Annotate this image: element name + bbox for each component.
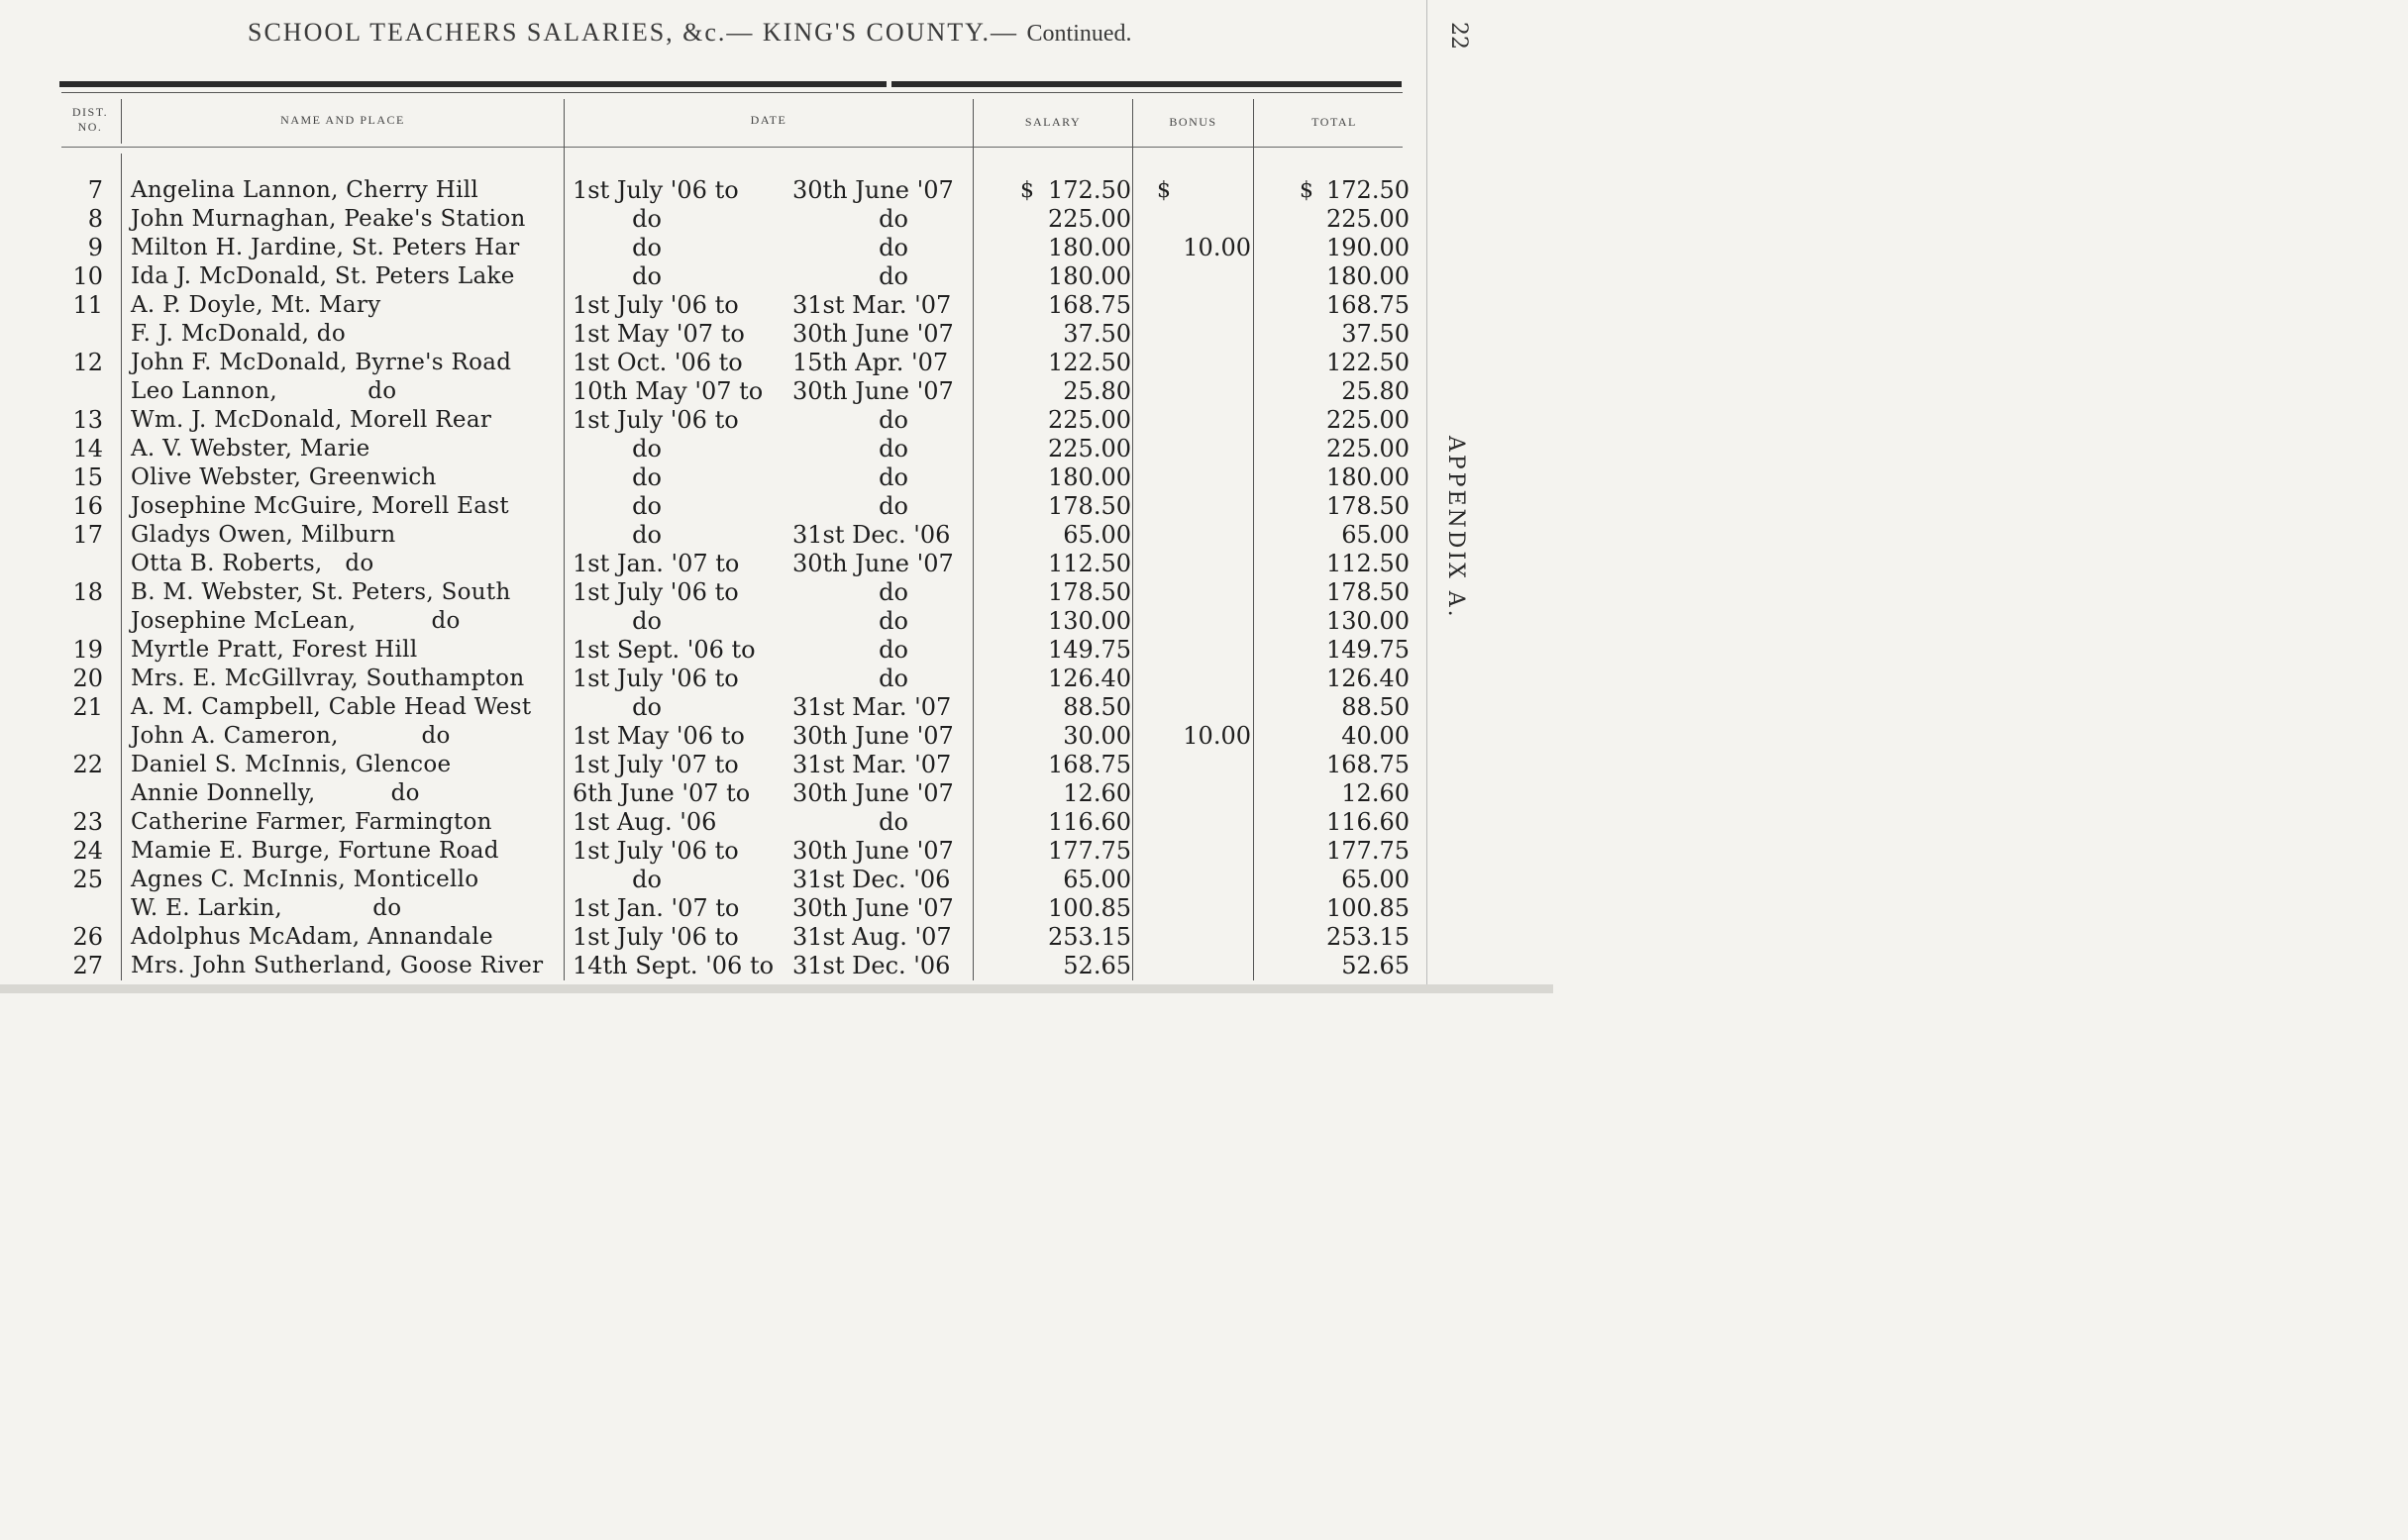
total-cell: 190.00 <box>1326 234 1410 261</box>
page-number: 22 <box>1446 22 1471 50</box>
table-row <box>0 205 1416 234</box>
date-from-cell: do <box>632 866 662 893</box>
table-row <box>0 291 1416 320</box>
salary-cell: 12.60 <box>1063 779 1131 807</box>
date-to-cell: do <box>879 492 908 520</box>
table-row <box>0 492 1416 521</box>
date-to-cell: do <box>879 808 908 836</box>
dist-number-cell: 9 <box>87 234 103 261</box>
table-row <box>0 377 1416 406</box>
dist-number-cell: 11 <box>72 291 103 319</box>
name-place-cell: Wm. J. McDonald, Morell Rear <box>131 407 492 433</box>
salary-cell: 88.50 <box>1063 693 1131 721</box>
date-from-cell: 1st July '06 to <box>573 176 739 204</box>
name-place-cell: Otta B. Roberts, do <box>131 551 374 576</box>
table-row <box>0 262 1416 291</box>
date-from-cell: 1st July '06 to <box>573 665 739 692</box>
date-from-cell: 1st Jan. '07 to <box>573 894 740 922</box>
date-from-cell: 1st July '06 to <box>573 837 739 865</box>
total-cell: 149.75 <box>1326 636 1410 664</box>
table-row <box>0 693 1416 722</box>
total-cell: 52.65 <box>1341 952 1410 979</box>
dist-number-cell: 7 <box>87 176 103 204</box>
salary-cell: 172.50 <box>1048 176 1131 204</box>
date-to-cell: do <box>879 607 908 635</box>
salary-cell: 126.40 <box>1048 665 1131 692</box>
dist-number-cell: 26 <box>72 923 103 951</box>
total-cell: 65.00 <box>1341 866 1410 893</box>
name-place-cell: B. M. Webster, St. Peters, South <box>131 579 511 605</box>
salary-dollar-sign: $ <box>1020 178 1034 203</box>
total-cell: 178.50 <box>1326 492 1410 520</box>
total-cell: 253.15 <box>1326 923 1410 951</box>
col-header-dist: DIST. NO. <box>71 105 109 134</box>
dist-number-cell: 24 <box>72 837 103 865</box>
salary-cell: 180.00 <box>1048 234 1131 261</box>
name-place-cell: Josephine McGuire, Morell East <box>131 493 509 519</box>
name-place-cell: Mamie E. Burge, Fortune Road <box>131 838 499 864</box>
name-place-cell: John F. McDonald, Byrne's Road <box>131 350 512 375</box>
date-to-cell: 31st Mar. '07 <box>792 291 952 319</box>
salary-cell: 225.00 <box>1048 435 1131 462</box>
col-header-salary: SALARY <box>1024 115 1082 129</box>
date-to-cell: do <box>879 234 908 261</box>
salary-cell: 65.00 <box>1063 521 1131 549</box>
salary-cell: 178.50 <box>1048 578 1131 606</box>
bonus-dollar-sign: $ <box>1157 178 1171 203</box>
date-from-cell: 1st May '06 to <box>573 722 745 750</box>
total-cell: 225.00 <box>1326 406 1410 434</box>
table-row <box>0 808 1416 837</box>
salary-cell: 112.50 <box>1048 550 1131 577</box>
name-place-cell: Josephine McLean, do <box>131 608 461 634</box>
top-rule-right <box>891 81 1402 87</box>
table-row <box>0 665 1416 693</box>
total-cell: 177.75 <box>1326 837 1410 865</box>
total-cell: 25.80 <box>1341 377 1410 405</box>
table-row <box>0 894 1416 923</box>
total-cell: 225.00 <box>1326 205 1410 233</box>
table-row <box>0 234 1416 262</box>
date-to-cell: do <box>879 435 908 462</box>
total-cell: 37.50 <box>1341 320 1410 348</box>
name-place-cell: John A. Cameron, do <box>131 723 451 749</box>
date-to-cell: do <box>879 262 908 290</box>
salary-cell: 37.50 <box>1063 320 1131 348</box>
salary-cell: 52.65 <box>1063 952 1131 979</box>
name-place-cell: John Murnaghan, Peake's Station <box>131 206 526 232</box>
date-from-cell: 1st July '06 to <box>573 578 739 606</box>
total-cell: 65.00 <box>1341 521 1410 549</box>
table-row <box>0 320 1416 349</box>
date-to-cell: 15th Apr. '07 <box>792 349 949 376</box>
dist-number-cell: 20 <box>72 665 103 692</box>
date-from-cell: 1st Oct. '06 to <box>573 349 743 376</box>
total-cell: 126.40 <box>1326 665 1410 692</box>
total-cell: 88.50 <box>1341 693 1410 721</box>
dist-number-cell: 27 <box>72 952 103 979</box>
date-to-cell: 30th June '07 <box>792 377 954 405</box>
date-from-cell: do <box>632 205 662 233</box>
dist-number-cell: 17 <box>72 521 103 549</box>
table-row <box>0 722 1416 751</box>
name-place-cell: Mrs. John Sutherland, Goose River <box>131 953 544 978</box>
name-place-cell: A. V. Webster, Marie <box>131 436 370 462</box>
date-from-cell: do <box>632 693 662 721</box>
salary-cell: 65.00 <box>1063 866 1131 893</box>
date-from-cell: do <box>632 492 662 520</box>
col-header-bonus: BONUS <box>1169 115 1217 129</box>
table-row <box>0 779 1416 808</box>
col-header-date: DATE <box>750 113 787 127</box>
name-place-cell: F. J. McDonald, do <box>131 321 346 347</box>
title-continued: Continued. <box>1026 21 1132 47</box>
header-bottom-rule <box>61 147 1403 148</box>
name-place-cell: Myrtle Pratt, Forest Hill <box>131 637 418 663</box>
date-from-cell: do <box>632 234 662 261</box>
date-to-cell: do <box>879 463 908 491</box>
date-to-cell: 30th June '07 <box>792 779 954 807</box>
name-place-cell: A. M. Campbell, Cable Head West <box>131 694 532 720</box>
date-from-cell: 10th May '07 to <box>573 377 764 405</box>
bonus-cell: 10.00 <box>1183 234 1251 261</box>
appendix-label: APPENDIX A. <box>1443 436 1468 620</box>
date-from-cell: 14th Sept. '06 to <box>573 952 775 979</box>
salary-cell: 168.75 <box>1048 291 1131 319</box>
date-to-cell: do <box>879 205 908 233</box>
date-from-cell: do <box>632 463 662 491</box>
name-place-cell: A. P. Doyle, Mt. Mary <box>131 292 381 318</box>
date-from-cell: 1st July '06 to <box>573 406 739 434</box>
total-cell: 112.50 <box>1326 550 1410 577</box>
top-rule-left <box>59 81 887 87</box>
col-divider <box>121 99 122 144</box>
date-to-cell: 31st Dec. '06 <box>792 866 951 893</box>
date-from-cell: 1st July '06 to <box>573 923 739 951</box>
total-cell: 130.00 <box>1326 607 1410 635</box>
salary-cell: 177.75 <box>1048 837 1131 865</box>
dist-number-cell: 23 <box>72 808 103 836</box>
name-place-cell: Annie Donnelly, do <box>131 780 420 806</box>
name-place-cell: Leo Lannon, do <box>131 378 397 404</box>
dist-number-cell: 14 <box>72 435 103 462</box>
salary-cell: 100.85 <box>1048 894 1131 922</box>
salary-cell: 178.50 <box>1048 492 1131 520</box>
date-from-cell: do <box>632 262 662 290</box>
name-place-cell: Mrs. E. McGillvray, Southampton <box>131 666 525 691</box>
total-cell: 116.60 <box>1326 808 1410 836</box>
dist-number-cell: 12 <box>72 349 103 376</box>
table-row <box>0 866 1416 894</box>
total-cell: 172.50 <box>1326 176 1410 204</box>
table-row <box>0 463 1416 492</box>
page-edge <box>1426 0 1427 993</box>
table-row <box>0 435 1416 463</box>
salary-cell: 30.00 <box>1063 722 1131 750</box>
dist-number-cell: 10 <box>72 262 103 290</box>
table-row <box>0 176 1416 205</box>
table-row <box>0 952 1416 980</box>
date-to-cell: 31st Mar. '07 <box>792 693 952 721</box>
total-cell: 12.60 <box>1341 779 1410 807</box>
salary-cell: 130.00 <box>1048 607 1131 635</box>
page-title <box>248 18 1238 48</box>
date-to-cell: 30th June '07 <box>792 320 954 348</box>
name-place-cell: Agnes C. McInnis, Monticello <box>131 867 479 892</box>
name-place-cell: Catherine Farmer, Farmington <box>131 809 492 835</box>
date-to-cell: do <box>879 636 908 664</box>
date-from-cell: 6th June '07 to <box>573 779 751 807</box>
name-place-cell: Angelina Lannon, Cherry Hill <box>131 177 479 203</box>
date-to-cell: 30th June '07 <box>792 894 954 922</box>
date-from-cell: 1st Jan. '07 to <box>573 550 740 577</box>
total-cell: 168.75 <box>1326 751 1410 778</box>
dist-number-cell: 19 <box>72 636 103 664</box>
dist-number-cell: 13 <box>72 406 103 434</box>
date-from-cell: 1st July '06 to <box>573 291 739 319</box>
dist-number-cell: 21 <box>72 693 103 721</box>
page-bottom-edge <box>0 984 1553 993</box>
top-thin-rule <box>61 92 1403 93</box>
salary-cell: 225.00 <box>1048 406 1131 434</box>
date-to-cell: 30th June '07 <box>792 837 954 865</box>
name-place-cell: Adolphus McAdam, Annandale <box>131 924 493 950</box>
table-row <box>0 923 1416 952</box>
total-cell: 178.50 <box>1326 578 1410 606</box>
table-row <box>0 837 1416 866</box>
dist-number-cell: 15 <box>72 463 103 491</box>
date-to-cell: 31st Mar. '07 <box>792 751 952 778</box>
date-from-cell: do <box>632 435 662 462</box>
table-row <box>0 607 1416 636</box>
date-to-cell: 30th June '07 <box>792 722 954 750</box>
total-cell: 225.00 <box>1326 435 1410 462</box>
dist-number-cell: 22 <box>72 751 103 778</box>
total-cell: 122.50 <box>1326 349 1410 376</box>
total-cell: 180.00 <box>1326 463 1410 491</box>
date-from-cell: do <box>632 521 662 549</box>
salary-cell: 168.75 <box>1048 751 1131 778</box>
name-place-cell: Olive Webster, Greenwich <box>131 464 437 490</box>
dist-number-cell: 18 <box>72 578 103 606</box>
title-text: SCHOOL TEACHERS SALARIES, &c.— KING'S COUNTY.— <box>248 18 1019 47</box>
salary-cell: 180.00 <box>1048 262 1131 290</box>
col-header-total: TOTAL <box>1311 115 1357 129</box>
table-row <box>0 521 1416 550</box>
total-cell: 180.00 <box>1326 262 1410 290</box>
date-to-cell: 31st Aug. '07 <box>792 923 952 951</box>
date-from-cell: 1st Aug. '06 <box>573 808 717 836</box>
name-place-cell: Milton H. Jardine, St. Peters Har <box>131 235 520 260</box>
salary-cell: 25.80 <box>1063 377 1131 405</box>
bonus-cell: 10.00 <box>1183 722 1251 750</box>
salary-cell: 116.60 <box>1048 808 1131 836</box>
date-from-cell: 1st May '07 to <box>573 320 745 348</box>
name-place-cell: W. E. Larkin, do <box>131 895 402 921</box>
table-row <box>0 550 1416 578</box>
total-cell: 168.75 <box>1326 291 1410 319</box>
name-place-cell: Daniel S. McInnis, Glencoe <box>131 752 452 777</box>
table-row <box>0 406 1416 435</box>
name-place-cell: Gladys Owen, Milburn <box>131 522 396 548</box>
date-to-cell: 30th June '07 <box>792 550 954 577</box>
total-cell: 40.00 <box>1341 722 1410 750</box>
salary-cell: 122.50 <box>1048 349 1131 376</box>
table-row <box>0 578 1416 607</box>
table-row <box>0 636 1416 665</box>
date-to-cell: do <box>879 578 908 606</box>
total-dollar-sign: $ <box>1300 178 1313 203</box>
table-row <box>0 349 1416 377</box>
date-from-cell: 1st July '07 to <box>573 751 739 778</box>
total-cell: 100.85 <box>1326 894 1410 922</box>
salary-cell: 149.75 <box>1048 636 1131 664</box>
salary-cell: 253.15 <box>1048 923 1131 951</box>
table-row <box>0 751 1416 779</box>
salary-cell: 225.00 <box>1048 205 1131 233</box>
dist-number-cell: 25 <box>72 866 103 893</box>
date-from-cell: do <box>632 607 662 635</box>
date-to-cell: 30th June '07 <box>792 176 954 204</box>
date-to-cell: do <box>879 665 908 692</box>
date-from-cell: 1st Sept. '06 to <box>573 636 756 664</box>
col-header-name: NAME AND PLACE <box>280 113 405 127</box>
date-to-cell: 31st Dec. '06 <box>792 521 951 549</box>
date-to-cell: 31st Dec. '06 <box>792 952 951 979</box>
dist-number-cell: 8 <box>87 205 103 233</box>
dist-number-cell: 16 <box>72 492 103 520</box>
salary-cell: 180.00 <box>1048 463 1131 491</box>
date-to-cell: do <box>879 406 908 434</box>
name-place-cell: Ida J. McDonald, St. Peters Lake <box>131 263 515 289</box>
